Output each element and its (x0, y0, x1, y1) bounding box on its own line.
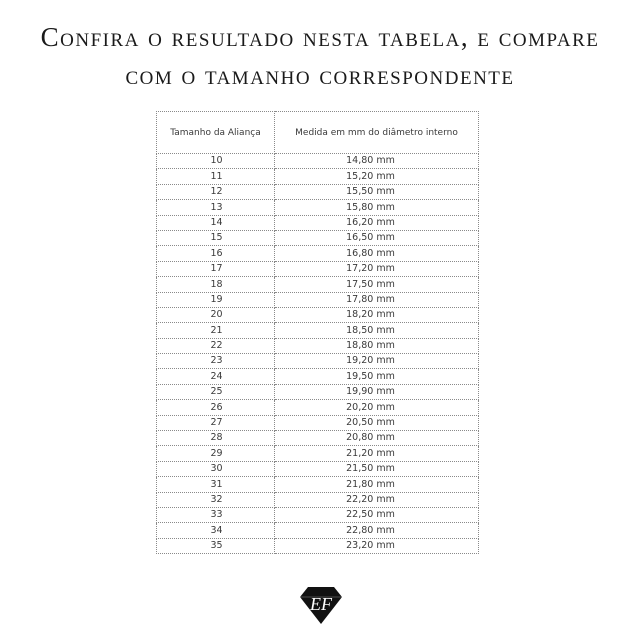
table-row (157, 354, 479, 369)
ring-size-table (156, 111, 479, 554)
cell-ring-size: 33 (157, 507, 275, 522)
logo-text: EF (310, 594, 332, 614)
table-row (157, 369, 479, 384)
cell-ring-size: 19 (157, 292, 275, 307)
cell-inner-diameter: 21,20 mm (275, 446, 479, 461)
cell-inner-diameter: 15,80 mm (275, 200, 479, 215)
cell-inner-diameter: 23,20 mm (275, 538, 479, 553)
cell-inner-diameter: 21,80 mm (275, 477, 479, 492)
cell-inner-diameter: 16,20 mm (275, 215, 479, 230)
cell-inner-diameter: 15,20 mm (275, 169, 479, 184)
table-row (157, 415, 479, 430)
cell-ring-size: 18 (157, 277, 275, 292)
cell-ring-size: 24 (157, 369, 275, 384)
cell-inner-diameter: 16,50 mm (275, 230, 479, 245)
table-row (157, 307, 479, 322)
table-row (157, 323, 479, 338)
cell-inner-diameter: 20,80 mm (275, 431, 479, 446)
cell-ring-size: 35 (157, 538, 275, 553)
cell-ring-size: 20 (157, 307, 275, 322)
cell-inner-diameter: 20,20 mm (275, 400, 479, 415)
cell-ring-size: 31 (157, 477, 275, 492)
cell-inner-diameter: 17,80 mm (275, 292, 479, 307)
cell-ring-size: 30 (157, 461, 275, 476)
cell-inner-diameter: 19,20 mm (275, 354, 479, 369)
table-row (157, 215, 479, 230)
table-row (157, 384, 479, 399)
cell-ring-size: 11 (157, 169, 275, 184)
cell-ring-size: 17 (157, 261, 275, 276)
cell-inner-diameter: 17,50 mm (275, 277, 479, 292)
column-header-inner-diameter: Medida em mm do diâmetro interno (275, 112, 479, 154)
cell-ring-size: 32 (157, 492, 275, 507)
cell-inner-diameter: 18,80 mm (275, 338, 479, 353)
cell-ring-size: 23 (157, 354, 275, 369)
table-row (157, 154, 479, 169)
cell-ring-size: 27 (157, 415, 275, 430)
cell-ring-size: 14 (157, 215, 275, 230)
page-subtitle: com o tamanho correspondente (125, 60, 515, 90)
cell-inner-diameter: 14,80 mm (275, 154, 479, 169)
table-row (157, 461, 479, 476)
table-row (157, 246, 479, 261)
cell-inner-diameter: 17,20 mm (275, 261, 479, 276)
table-row (157, 261, 479, 276)
cell-inner-diameter: 18,50 mm (275, 323, 479, 338)
cell-inner-diameter: 22,20 mm (275, 492, 479, 507)
cell-ring-size: 22 (157, 338, 275, 353)
cell-ring-size: 16 (157, 246, 275, 261)
column-header-ring-size: Tamanho da Aliança (157, 112, 275, 154)
cell-ring-size: 25 (157, 384, 275, 399)
table-row (157, 431, 479, 446)
table-row (157, 523, 479, 538)
cell-ring-size: 29 (157, 446, 275, 461)
cell-inner-diameter: 21,50 mm (275, 461, 479, 476)
cell-inner-diameter: 22,80 mm (275, 523, 479, 538)
table-row (157, 507, 479, 522)
table-row (157, 492, 479, 507)
cell-ring-size: 34 (157, 523, 275, 538)
cell-ring-size: 12 (157, 184, 275, 199)
cell-inner-diameter: 15,50 mm (275, 184, 479, 199)
cell-ring-size: 15 (157, 230, 275, 245)
table-row (157, 338, 479, 353)
table-row (157, 400, 479, 415)
table-body (157, 154, 479, 554)
cell-ring-size: 10 (157, 154, 275, 169)
cell-ring-size: 26 (157, 400, 275, 415)
cell-inner-diameter: 16,80 mm (275, 246, 479, 261)
table-row (157, 169, 479, 184)
cell-inner-diameter: 20,50 mm (275, 415, 479, 430)
table-row (157, 184, 479, 199)
page-title: Confira o resultado nesta tabela, e compare (40, 22, 600, 52)
table-row (157, 230, 479, 245)
table-row (157, 446, 479, 461)
table-row (157, 538, 479, 553)
cell-inner-diameter: 18,20 mm (275, 307, 479, 322)
cell-inner-diameter: 22,50 mm (275, 507, 479, 522)
table-header-row (157, 112, 479, 154)
cell-inner-diameter: 19,50 mm (275, 369, 479, 384)
table-row (157, 200, 479, 215)
cell-ring-size: 13 (157, 200, 275, 215)
cell-ring-size: 28 (157, 431, 275, 446)
cell-inner-diameter: 19,90 mm (275, 384, 479, 399)
ef-diamond-logo-icon (299, 585, 343, 625)
cell-ring-size: 21 (157, 323, 275, 338)
table-row (157, 477, 479, 492)
table-row (157, 292, 479, 307)
table-row (157, 277, 479, 292)
